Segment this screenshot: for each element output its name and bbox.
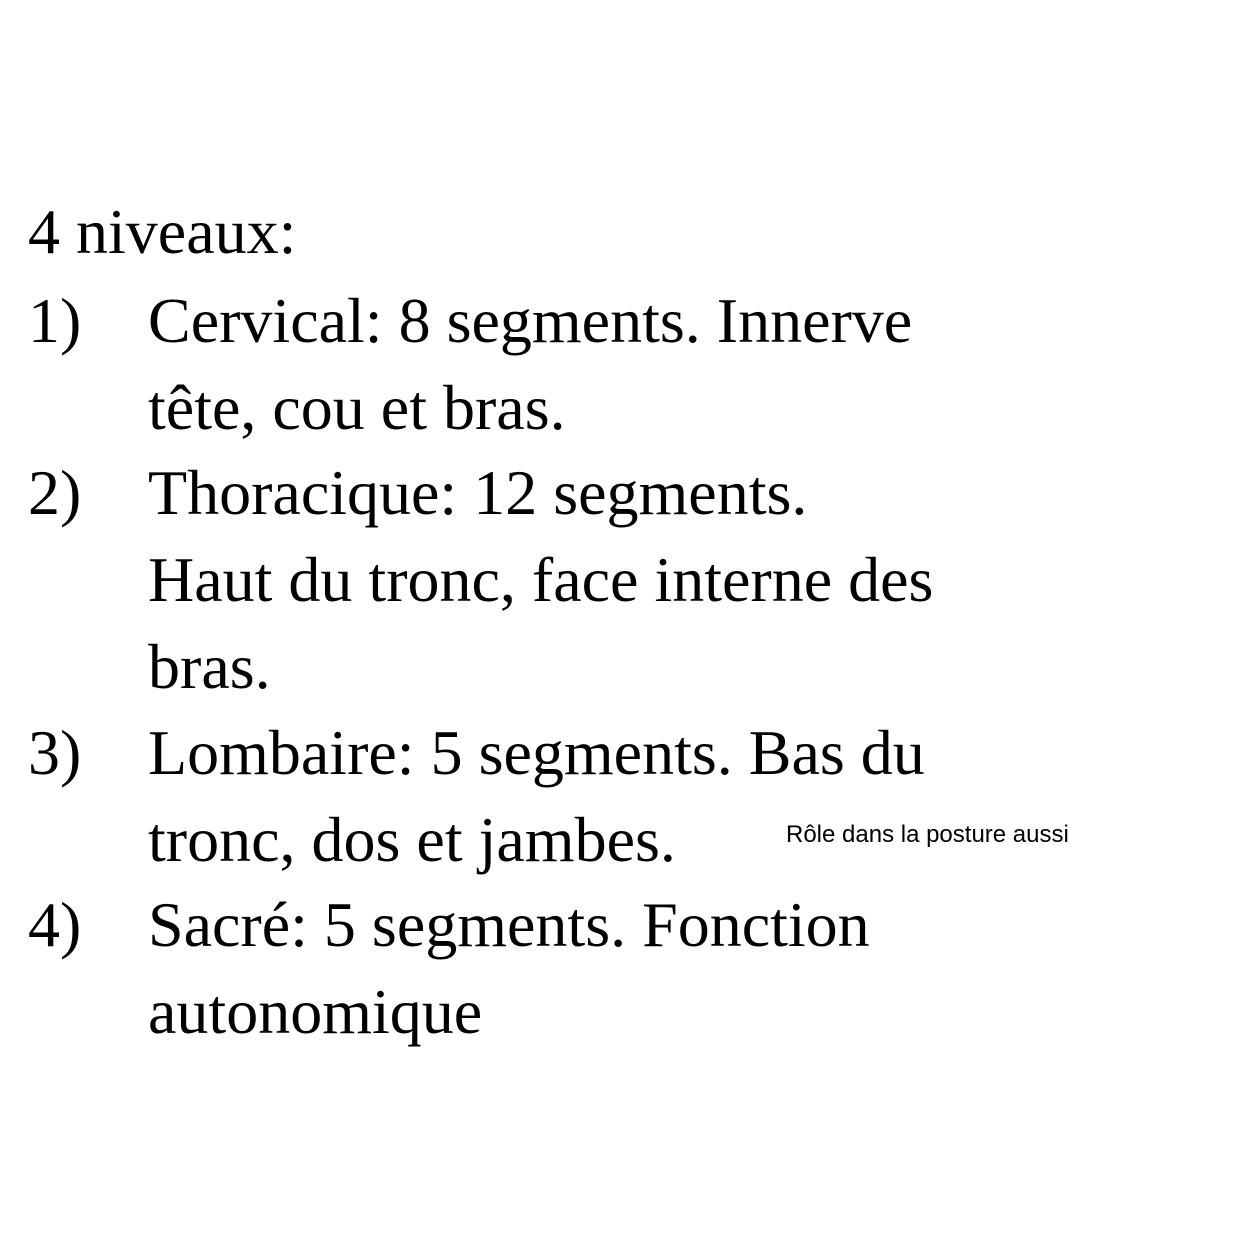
list-item-line: Thoracique: 12 segments. — [148, 457, 808, 528]
list-item-line: bras. — [148, 631, 271, 702]
list-item-line: Sacré: 5 segments. Fonction — [148, 889, 870, 960]
list-item-text — [148, 449, 1208, 710]
side-note: Rôle dans la posture aussi — [786, 821, 1069, 848]
list-item-line: tête, cou et bras. — [148, 372, 566, 443]
list-item-number: 2) — [28, 457, 82, 528]
list-item-text — [148, 709, 1208, 883]
list-item-number: 3) — [28, 717, 82, 788]
list-item-text — [148, 881, 1208, 1055]
list-item-line: Cervical: 8 segments. Innerve — [148, 285, 913, 356]
list-item-line: Lombaire: 5 segments. Bas du — [148, 717, 925, 788]
list-item-text — [148, 277, 1208, 451]
list-item-number: 1) — [28, 285, 82, 356]
list-item-line: autonomique — [148, 976, 483, 1047]
list-item-line: tronc, dos et jambes. — [148, 804, 676, 875]
slide-heading: 4 niveaux: — [28, 196, 297, 267]
list-item-number: 4) — [28, 889, 82, 960]
list-item-line: Haut du tronc, face interne des — [148, 544, 934, 615]
